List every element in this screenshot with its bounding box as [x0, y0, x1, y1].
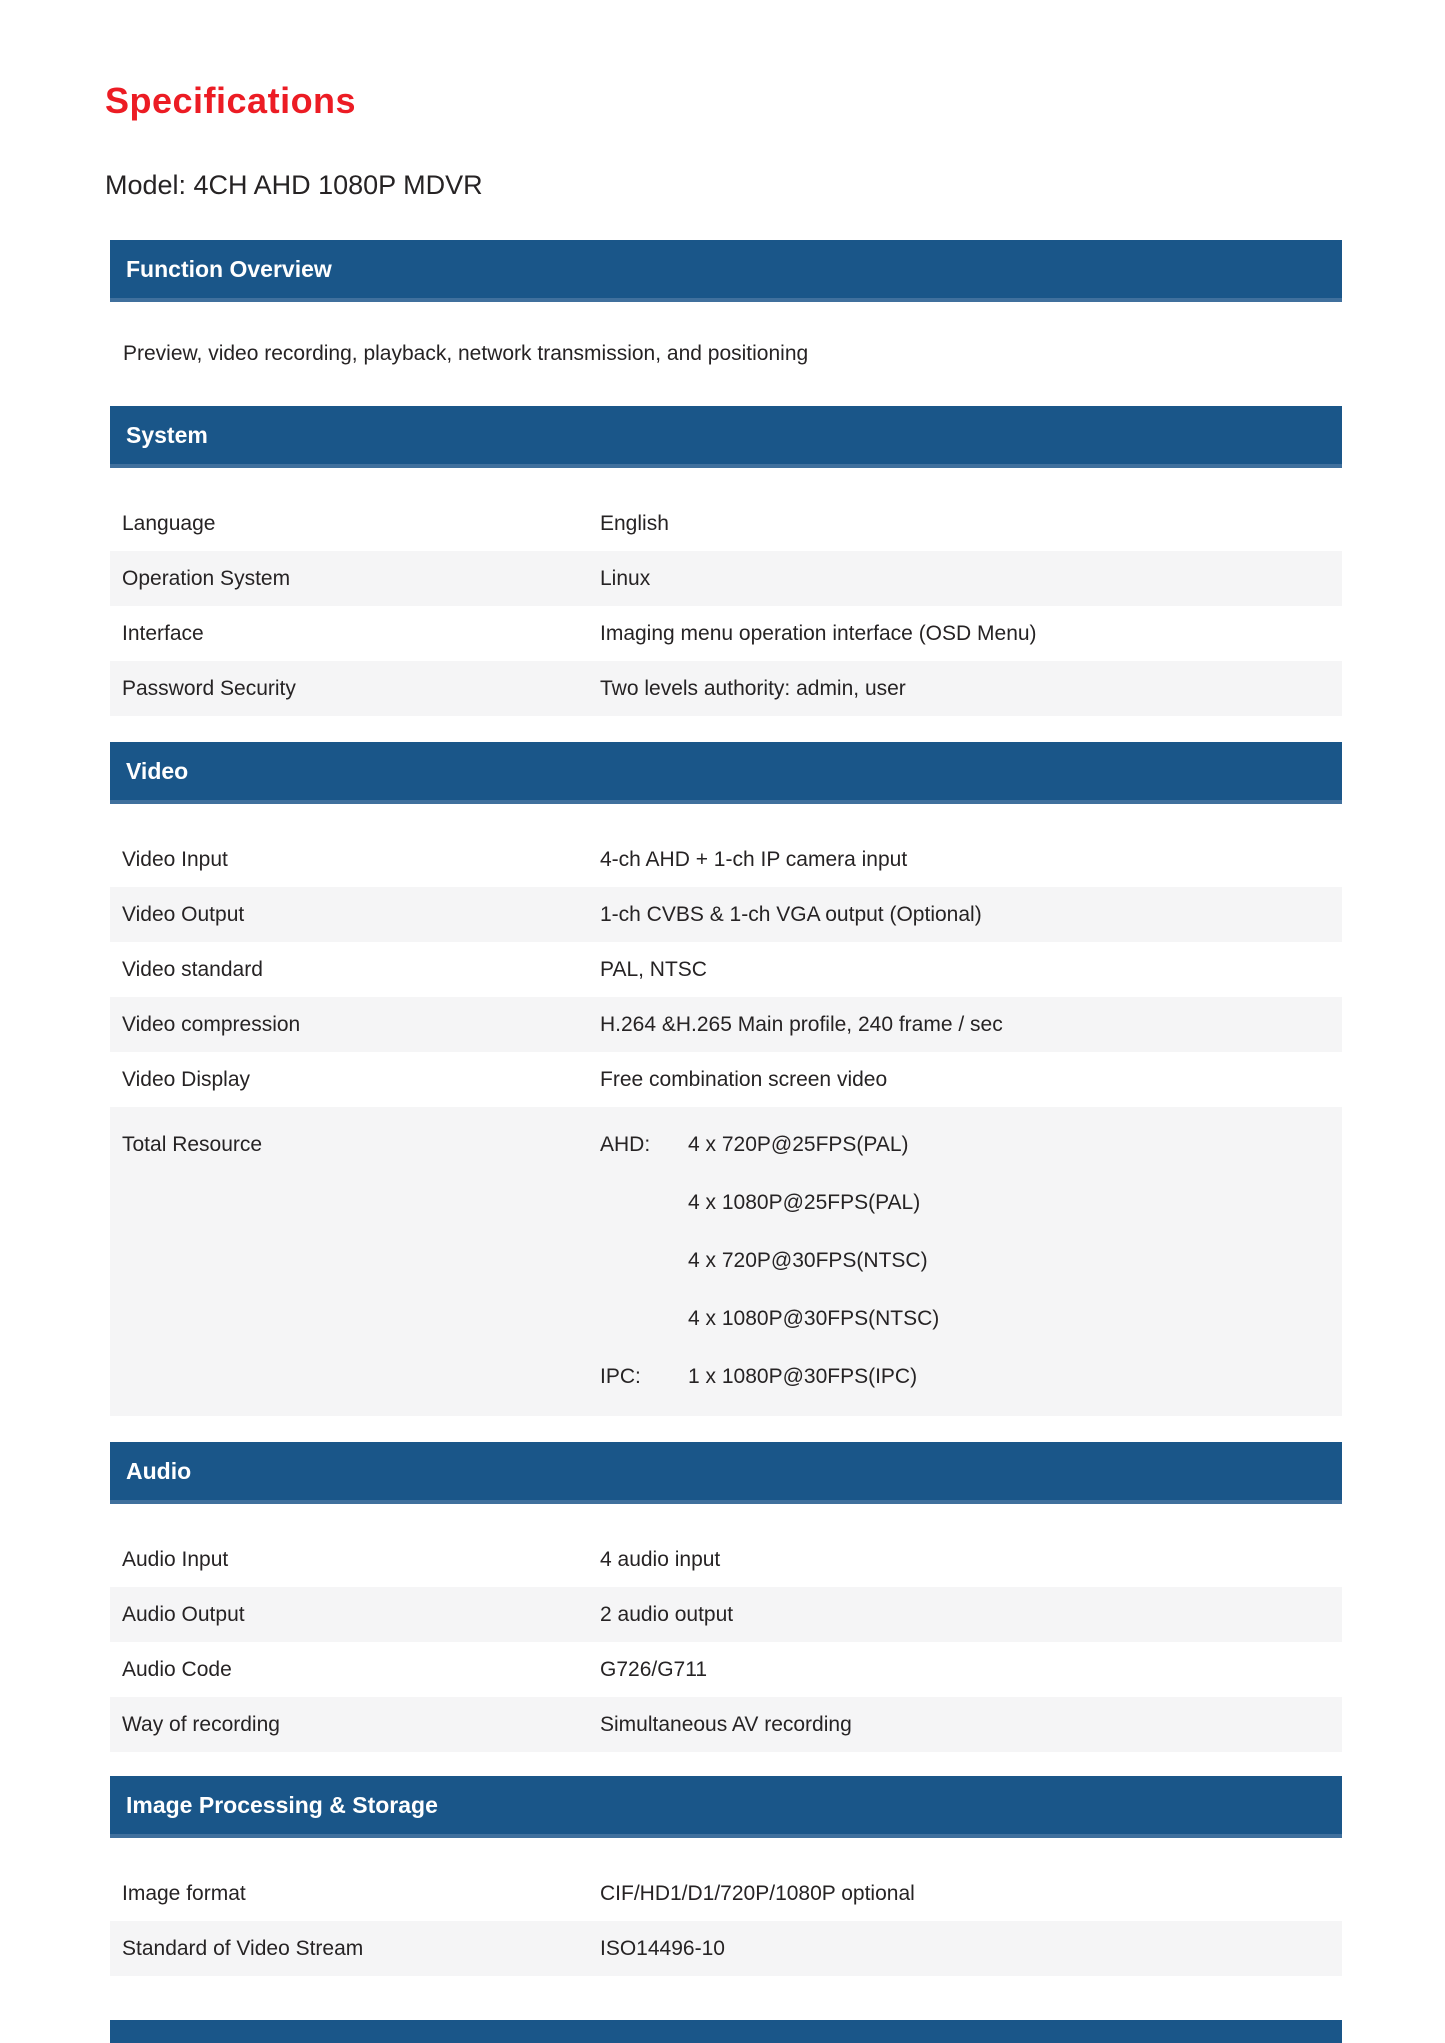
row-value: 4 audio input — [600, 1547, 721, 1571]
row-label: Operation System — [122, 566, 291, 590]
row-value: Linux — [600, 566, 651, 590]
row-value: English — [600, 511, 669, 535]
row-value: PAL, NTSC — [600, 957, 707, 981]
row-value: 2 audio output — [600, 1602, 734, 1626]
resource-text: 1 x 1080P@30FPS(IPC) — [688, 1365, 918, 1388]
table-row — [110, 551, 1342, 606]
audio-rows — [110, 1532, 1342, 1752]
image-processing-rows — [110, 1866, 1342, 1976]
section-header-audio — [110, 1442, 1342, 1504]
row-label: Video Display — [122, 1067, 251, 1091]
section-header-video — [110, 742, 1342, 804]
row-value: Two levels authority: admin, user — [600, 676, 906, 700]
row-value: Free combination screen video — [600, 1067, 888, 1091]
resource-prefix: AHD: — [600, 1133, 651, 1156]
row-label: Language — [122, 511, 216, 535]
row-value: G726/G711 — [600, 1657, 708, 1681]
row-label: Image format — [122, 1881, 246, 1905]
resource-line — [600, 1232, 1332, 1290]
table-row — [110, 661, 1342, 716]
section-header-function-overview — [110, 240, 1342, 302]
table-row — [110, 887, 1342, 942]
table-row — [110, 1587, 1342, 1642]
table-row — [110, 606, 1342, 661]
row-label: Way of recording — [122, 1712, 280, 1736]
table-row — [110, 1921, 1342, 1976]
resource-line — [600, 1290, 1332, 1348]
row-label: Total Resource — [122, 1133, 263, 1156]
resource-line — [600, 1348, 1332, 1406]
resource-text: 4 x 1080P@30FPS(NTSC) — [688, 1307, 940, 1330]
table-row — [110, 832, 1342, 887]
row-value: CIF/HD1/D1/720P/1080P optional — [600, 1881, 915, 1905]
table-row — [110, 1532, 1342, 1587]
row-label: Interface — [122, 621, 204, 645]
section-heading-label: System — [126, 421, 208, 448]
resource-prefix: IPC: — [600, 1365, 641, 1388]
row-label: Video Input — [122, 847, 228, 871]
section-heading-label: Video — [126, 757, 189, 784]
table-row — [110, 1866, 1342, 1921]
row-value: ISO14496-10 — [600, 1936, 725, 1960]
page-title: Specifications — [105, 80, 357, 121]
resource-text: 4 x 720P@25FPS(PAL) — [688, 1133, 909, 1156]
table-row — [110, 1697, 1342, 1752]
function-overview-text: Preview, video recording, playback, network transmission, and positioning — [123, 342, 809, 365]
table-row-total-resource — [110, 1107, 1342, 1416]
table-row — [110, 1052, 1342, 1107]
section-header-image-processing-storage — [110, 1776, 1342, 1838]
row-value: Imaging menu operation interface (OSD Menu) — [600, 621, 1037, 645]
section-header-system — [110, 406, 1342, 468]
row-value: 4-ch AHD + 1-ch IP camera input — [600, 847, 908, 871]
resource-text: 4 x 720P@30FPS(NTSC) — [688, 1249, 928, 1272]
section-heading-label: Audio — [126, 1457, 192, 1484]
table-row — [110, 942, 1342, 997]
row-label: Password Security — [122, 676, 296, 700]
spec-table — [110, 240, 1342, 1976]
row-label: Video standard — [122, 957, 263, 981]
table-row — [110, 997, 1342, 1052]
section-heading-label: Image Processing & Storage — [126, 1791, 438, 1818]
resource-line — [600, 1116, 1332, 1174]
row-label: Video Output — [122, 902, 245, 926]
table-row — [110, 1642, 1342, 1697]
row-value: Simultaneous AV recording — [600, 1712, 852, 1736]
row-value: H.264 &H.265 Main profile, 240 frame / sec — [600, 1012, 1003, 1036]
row-value: 1-ch CVBS & 1-ch VGA output (Optional) — [600, 902, 982, 926]
row-label: Audio Output — [122, 1602, 245, 1626]
row-label: Audio Code — [122, 1657, 232, 1681]
table-row — [110, 496, 1342, 551]
video-rows — [110, 832, 1342, 1416]
system-rows — [110, 496, 1342, 716]
section-heading-label: Function Overview — [126, 255, 332, 282]
row-label: Standard of Video Stream — [122, 1936, 364, 1960]
row-label: Video compression — [122, 1012, 301, 1036]
resource-text: 4 x 1080P@25FPS(PAL) — [688, 1191, 921, 1214]
row-label: Audio Input — [122, 1547, 229, 1571]
section-header-partial — [110, 2020, 1342, 2043]
resource-line — [600, 1174, 1332, 1232]
row-value-multiline — [600, 1116, 1342, 1406]
model-line: Model: 4CH AHD 1080P MDVR — [105, 170, 483, 200]
